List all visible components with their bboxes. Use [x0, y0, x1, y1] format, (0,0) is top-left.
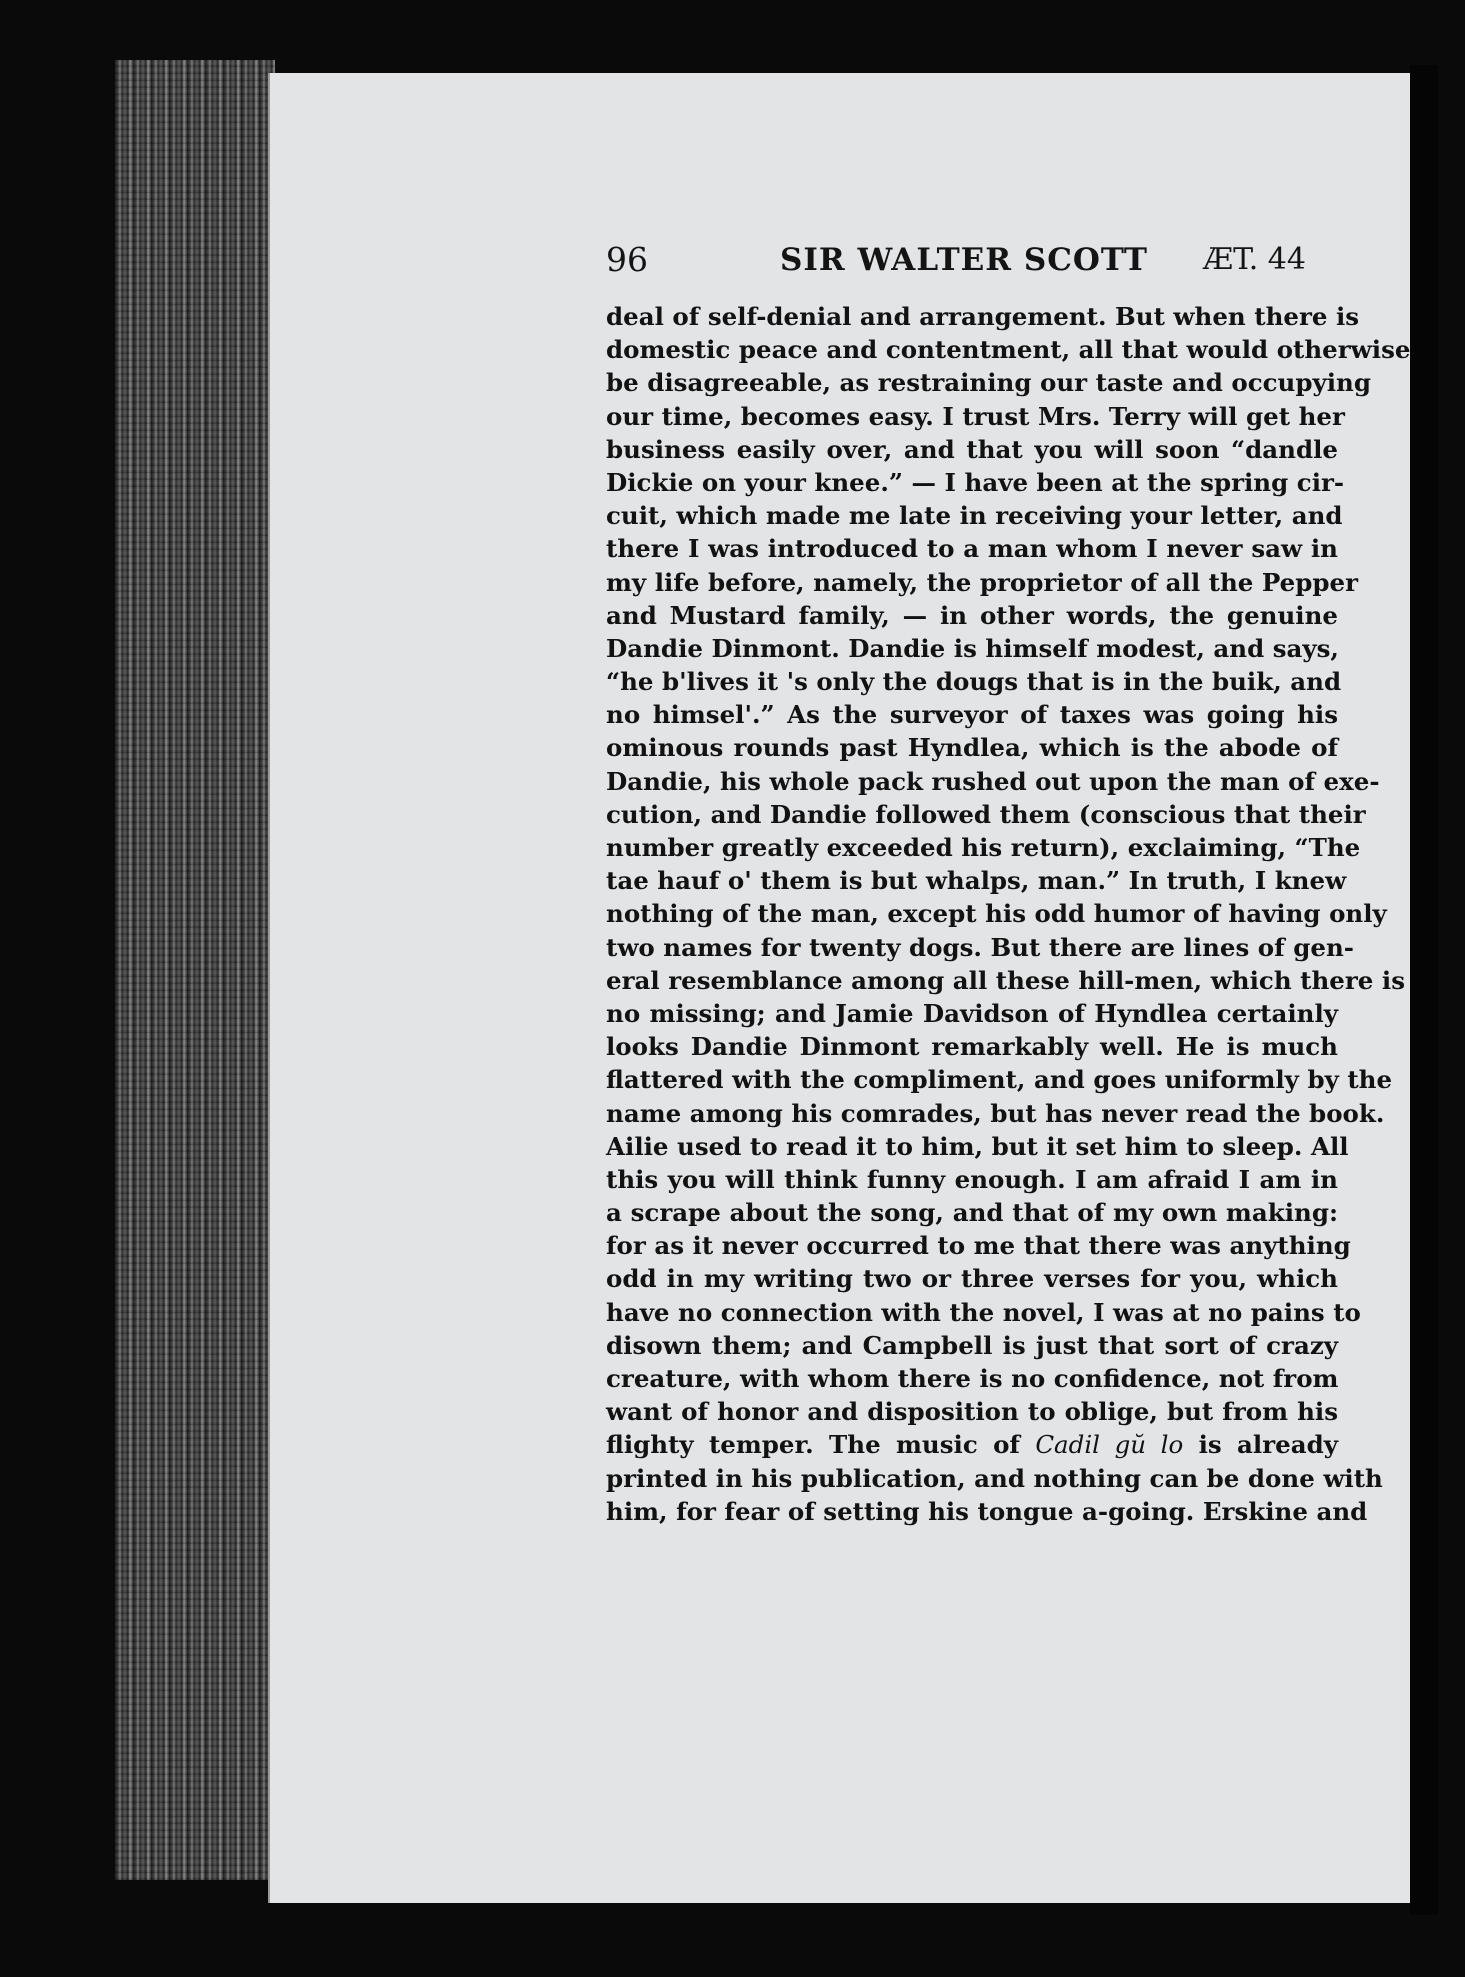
text-run: flighty temper. The music of [606, 1430, 1036, 1460]
running-header [606, 240, 1306, 286]
text-line: no missing; and Jamie Davidson of Hyndlea certainly [606, 998, 1338, 1028]
text-line: name among his comrades, but has never read the book. [606, 1098, 1385, 1128]
text-line: Ailie used to read it to him, but it set him to sleep. All [606, 1131, 1349, 1161]
text-line: have no connection with the novel, I was at no pains to [606, 1297, 1361, 1327]
gutter-shadow [1410, 65, 1438, 1915]
text-line: Dickie on your knee.” — I have been at the spring cir- [606, 467, 1345, 497]
text-line: him, for fear of setting his tongue a-going. Erskine and [606, 1496, 1368, 1526]
text-line: business easily over, and that you will soon “dandle [606, 434, 1338, 464]
text-line: looks Dandie Dinmont remarkably well. He is much [606, 1032, 1338, 1062]
text-line: no himsel'.” As the surveyor of taxes was going his [606, 700, 1338, 730]
page-edges [115, 60, 275, 1880]
text-line: for as it never occurred to me that there was anything [606, 1231, 1351, 1261]
text-line [606, 1428, 1338, 1461]
text-line: eral resemblance among all these hill-men, which there is [606, 965, 1406, 995]
text-line: deal of self-denial and arrangement. But when there is [606, 302, 1360, 331]
text-line: nothing of the man, except his odd humor of having only [606, 899, 1387, 929]
text-line: ominous rounds past Hyndlea, which is the abode of [606, 733, 1338, 763]
body-text [606, 300, 1411, 1528]
text-line: domestic peace and contentment, all that would otherwise [606, 335, 1411, 365]
age-marker: ÆT. 44 [1203, 242, 1306, 277]
page-number: 96 [606, 240, 648, 279]
text-line: and Mustard family, — in other words, the genuine [606, 600, 1338, 630]
text-line: there I was introduced to a man whom I never saw in [606, 534, 1338, 564]
text-line: Dandie, his whole pack rushed out upon the man of exe- [606, 766, 1380, 796]
text-line: flattered with the compliment, and goes uniformly by the [606, 1065, 1393, 1095]
text-line: want of honor and disposition to oblige, but from his [606, 1397, 1338, 1427]
text-line: “he b'lives it 's only the dougs that is in the buik, and [606, 667, 1342, 697]
text-line: tae hauf o' them is but whalps, man.” In truth, I knew [606, 866, 1347, 896]
running-title: SIR WALTER SCOTT [780, 242, 1148, 278]
text-line: two names for twenty dogs. But there are lines of gen- [606, 932, 1354, 962]
text-line: odd in my writing two or three verses for you, which [606, 1264, 1338, 1294]
text-line: disown them; and Campbell is just that sort of crazy [606, 1330, 1338, 1360]
text-line: creature, with whom there is no confidence, not from [606, 1364, 1339, 1393]
text-line: our time, becomes easy. I trust Mrs. Terry will get her [606, 401, 1345, 431]
text-line: my life before, namely, the proprietor of all the Pepper [606, 567, 1359, 597]
text-line: be disagreeable, as restraining our taste and occupying [606, 368, 1371, 398]
text-line: number greatly exceeded his return), exclaiming, “The [606, 833, 1361, 862]
text-line: cuit, which made me late in receiving your letter, and [606, 501, 1343, 531]
text-line: printed in his publication, and nothing can be done with [606, 1463, 1383, 1493]
text-run: is already [1183, 1430, 1338, 1460]
text-line: Dandie Dinmont. Dandie is himself modest, and says, [606, 633, 1339, 663]
text-line: cution, and Dandie followed them (conscious that their [606, 799, 1366, 829]
text-line: this you will think funny enough. I am afraid I am in [606, 1164, 1338, 1194]
italic-title: Cadil gŭ lo [1035, 1430, 1184, 1460]
text-line: a scrape about the song, and that of my own making: [606, 1198, 1338, 1228]
